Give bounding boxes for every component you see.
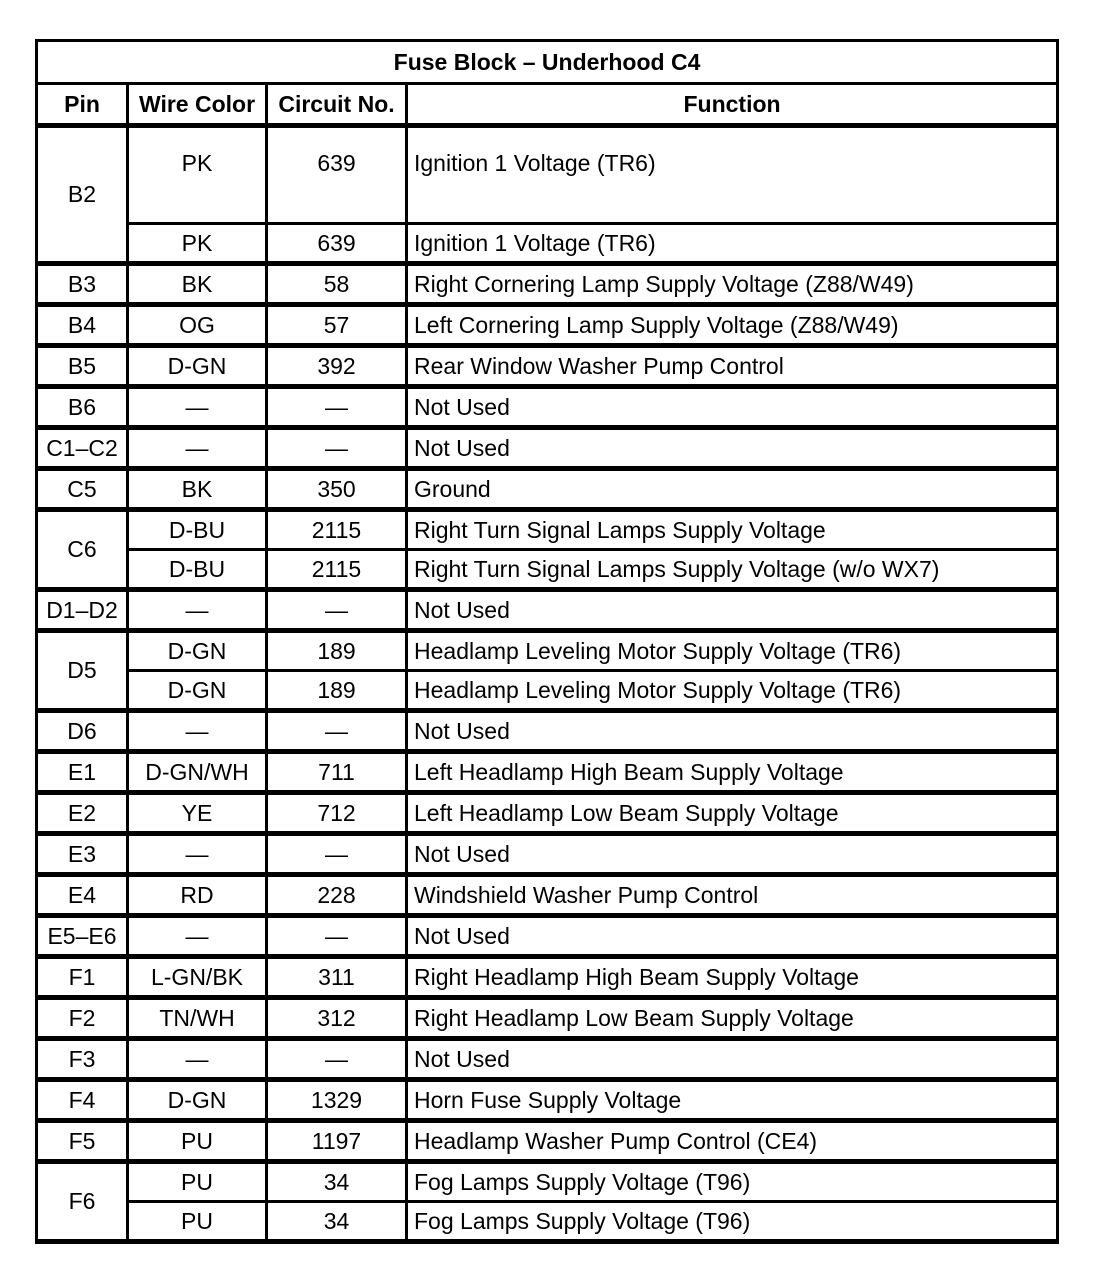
function-cell: Horn Fuse Supply Voltage (407, 1080, 1058, 1121)
function-cell: Fog Lamps Supply Voltage (T96) (407, 1202, 1058, 1242)
function-cell: Headlamp Leveling Motor Supply Voltage (TR6) (407, 631, 1058, 671)
pin-cell: F1 (37, 957, 128, 998)
wire-color-cell: TN/WH (128, 998, 267, 1039)
table-body (37, 126, 1058, 1242)
circuit-number-cell: — (267, 916, 407, 957)
function-cell: Not Used (407, 387, 1058, 428)
function-cell: Right Headlamp High Beam Supply Voltage (407, 957, 1058, 998)
pin-cell: B4 (37, 305, 128, 346)
circuit-number-cell: — (267, 834, 407, 875)
pin-cell: D1–D2 (37, 590, 128, 631)
function-cell: Ground (407, 469, 1058, 510)
table-row (37, 387, 1058, 428)
function-cell: Not Used (407, 428, 1058, 469)
table-title: Fuse Block – Underhood C4 (37, 41, 1058, 84)
function-cell: Not Used (407, 834, 1058, 875)
wire-color-cell: YE (128, 793, 267, 834)
wire-color-cell: — (128, 711, 267, 752)
wire-color-cell: D-GN (128, 671, 267, 711)
function-cell: Not Used (407, 1039, 1058, 1080)
wire-color-cell: BK (128, 469, 267, 510)
circuit-number-cell: 639 (267, 224, 407, 264)
circuit-number-cell: 1197 (267, 1121, 407, 1162)
circuit-number-cell: — (267, 387, 407, 428)
pin-cell: F4 (37, 1080, 128, 1121)
pin-cell: D5 (37, 631, 128, 711)
connector-pinout-table (35, 39, 1059, 1244)
pin-cell: F3 (37, 1039, 128, 1080)
circuit-number-cell: 711 (267, 752, 407, 793)
table-row (37, 590, 1058, 631)
circuit-number-cell: 712 (267, 793, 407, 834)
wire-color-cell: OG (128, 305, 267, 346)
column-header-wire-color: Wire Color (128, 84, 267, 126)
wire-color-cell: — (128, 916, 267, 957)
function-cell: Right Turn Signal Lamps Supply Voltage (407, 510, 1058, 550)
circuit-number-cell: 189 (267, 631, 407, 671)
pin-cell: F2 (37, 998, 128, 1039)
function-cell: Rear Window Washer Pump Control (407, 346, 1058, 387)
circuit-number-cell: — (267, 1039, 407, 1080)
table-row (37, 126, 1058, 224)
circuit-number-cell: 189 (267, 671, 407, 711)
wire-color-cell: PK (128, 224, 267, 264)
wire-color-cell: — (128, 428, 267, 469)
function-cell: Not Used (407, 711, 1058, 752)
circuit-number-cell: 228 (267, 875, 407, 916)
table-row (37, 469, 1058, 510)
circuit-number-cell: 58 (267, 264, 407, 305)
circuit-number-cell: 639 (267, 126, 407, 224)
function-cell: Headlamp Leveling Motor Supply Voltage (TR6) (407, 671, 1058, 711)
function-cell: Not Used (407, 916, 1058, 957)
pin-cell: E2 (37, 793, 128, 834)
table-row (37, 1162, 1058, 1202)
table-row (37, 711, 1058, 752)
circuit-number-cell: — (267, 590, 407, 631)
function-cell: Right Cornering Lamp Supply Voltage (Z88/W49) (407, 264, 1058, 305)
wire-color-cell: — (128, 834, 267, 875)
table-row (37, 875, 1058, 916)
wire-color-cell: D-GN (128, 631, 267, 671)
circuit-number-cell: 2115 (267, 510, 407, 550)
circuit-number-cell: 1329 (267, 1080, 407, 1121)
pin-cell: B6 (37, 387, 128, 428)
wire-color-cell: D-GN/WH (128, 752, 267, 793)
circuit-number-cell: 34 (267, 1162, 407, 1202)
pin-cell: E4 (37, 875, 128, 916)
pin-cell: F6 (37, 1162, 128, 1242)
wire-color-cell: — (128, 387, 267, 428)
pin-cell: E1 (37, 752, 128, 793)
circuit-number-cell: 392 (267, 346, 407, 387)
function-cell: Ignition 1 Voltage (TR6) (407, 224, 1058, 264)
circuit-number-cell: 350 (267, 469, 407, 510)
function-cell: Not Used (407, 590, 1058, 631)
pin-cell: B2 (37, 126, 128, 264)
wire-color-cell: PU (128, 1162, 267, 1202)
pin-cell: F5 (37, 1121, 128, 1162)
wire-color-cell: BK (128, 264, 267, 305)
table-row (37, 510, 1058, 550)
pin-cell: D6 (37, 711, 128, 752)
circuit-number-cell: — (267, 711, 407, 752)
table-row (37, 428, 1058, 469)
table-row (37, 1121, 1058, 1162)
connector-table-container (35, 39, 1056, 1244)
table-row (37, 671, 1058, 711)
wire-color-cell: PU (128, 1202, 267, 1242)
column-header-function: Function (407, 84, 1058, 126)
pin-cell: C5 (37, 469, 128, 510)
pin-cell: E3 (37, 834, 128, 875)
circuit-number-cell: 312 (267, 998, 407, 1039)
circuit-number-cell: 311 (267, 957, 407, 998)
wire-color-cell: D-BU (128, 510, 267, 550)
wire-color-cell: D-GN (128, 346, 267, 387)
table-row (37, 834, 1058, 875)
wire-color-cell: — (128, 1039, 267, 1080)
circuit-number-cell: — (267, 428, 407, 469)
function-cell: Right Turn Signal Lamps Supply Voltage (w/o WX7) (407, 550, 1058, 590)
column-header-circuit-no: Circuit No. (267, 84, 407, 126)
table-row (37, 1039, 1058, 1080)
wire-color-cell: — (128, 590, 267, 631)
pin-cell: B3 (37, 264, 128, 305)
circuit-number-cell: 2115 (267, 550, 407, 590)
function-cell: Windshield Washer Pump Control (407, 875, 1058, 916)
wire-color-cell: PU (128, 1121, 267, 1162)
table-row (37, 752, 1058, 793)
table-row (37, 916, 1058, 957)
table-row (37, 346, 1058, 387)
wire-color-cell: L-GN/BK (128, 957, 267, 998)
wire-color-cell: D-BU (128, 550, 267, 590)
table-row (37, 1080, 1058, 1121)
circuit-number-cell: 57 (267, 305, 407, 346)
pin-cell: C6 (37, 510, 128, 590)
wire-color-cell: PK (128, 126, 267, 224)
table-row (37, 224, 1058, 264)
pin-cell: C1–C2 (37, 428, 128, 469)
circuit-number-cell: 34 (267, 1202, 407, 1242)
table-row (37, 793, 1058, 834)
table-row (37, 550, 1058, 590)
function-cell: Left Cornering Lamp Supply Voltage (Z88/W49) (407, 305, 1058, 346)
function-cell: Fog Lamps Supply Voltage (T96) (407, 1162, 1058, 1202)
table-row (37, 631, 1058, 671)
function-cell: Headlamp Washer Pump Control (CE4) (407, 1121, 1058, 1162)
table-row (37, 957, 1058, 998)
wire-color-cell: RD (128, 875, 267, 916)
function-cell: Left Headlamp Low Beam Supply Voltage (407, 793, 1058, 834)
table-row (37, 264, 1058, 305)
table-row (37, 1202, 1058, 1242)
pin-cell: B5 (37, 346, 128, 387)
function-cell: Right Headlamp Low Beam Supply Voltage (407, 998, 1058, 1039)
table-row (37, 305, 1058, 346)
table-row (37, 998, 1058, 1039)
wire-color-cell: D-GN (128, 1080, 267, 1121)
function-cell: Ignition 1 Voltage (TR6) (407, 126, 1058, 224)
pin-cell: E5–E6 (37, 916, 128, 957)
column-header-pin: Pin (37, 84, 128, 126)
function-cell: Left Headlamp High Beam Supply Voltage (407, 752, 1058, 793)
